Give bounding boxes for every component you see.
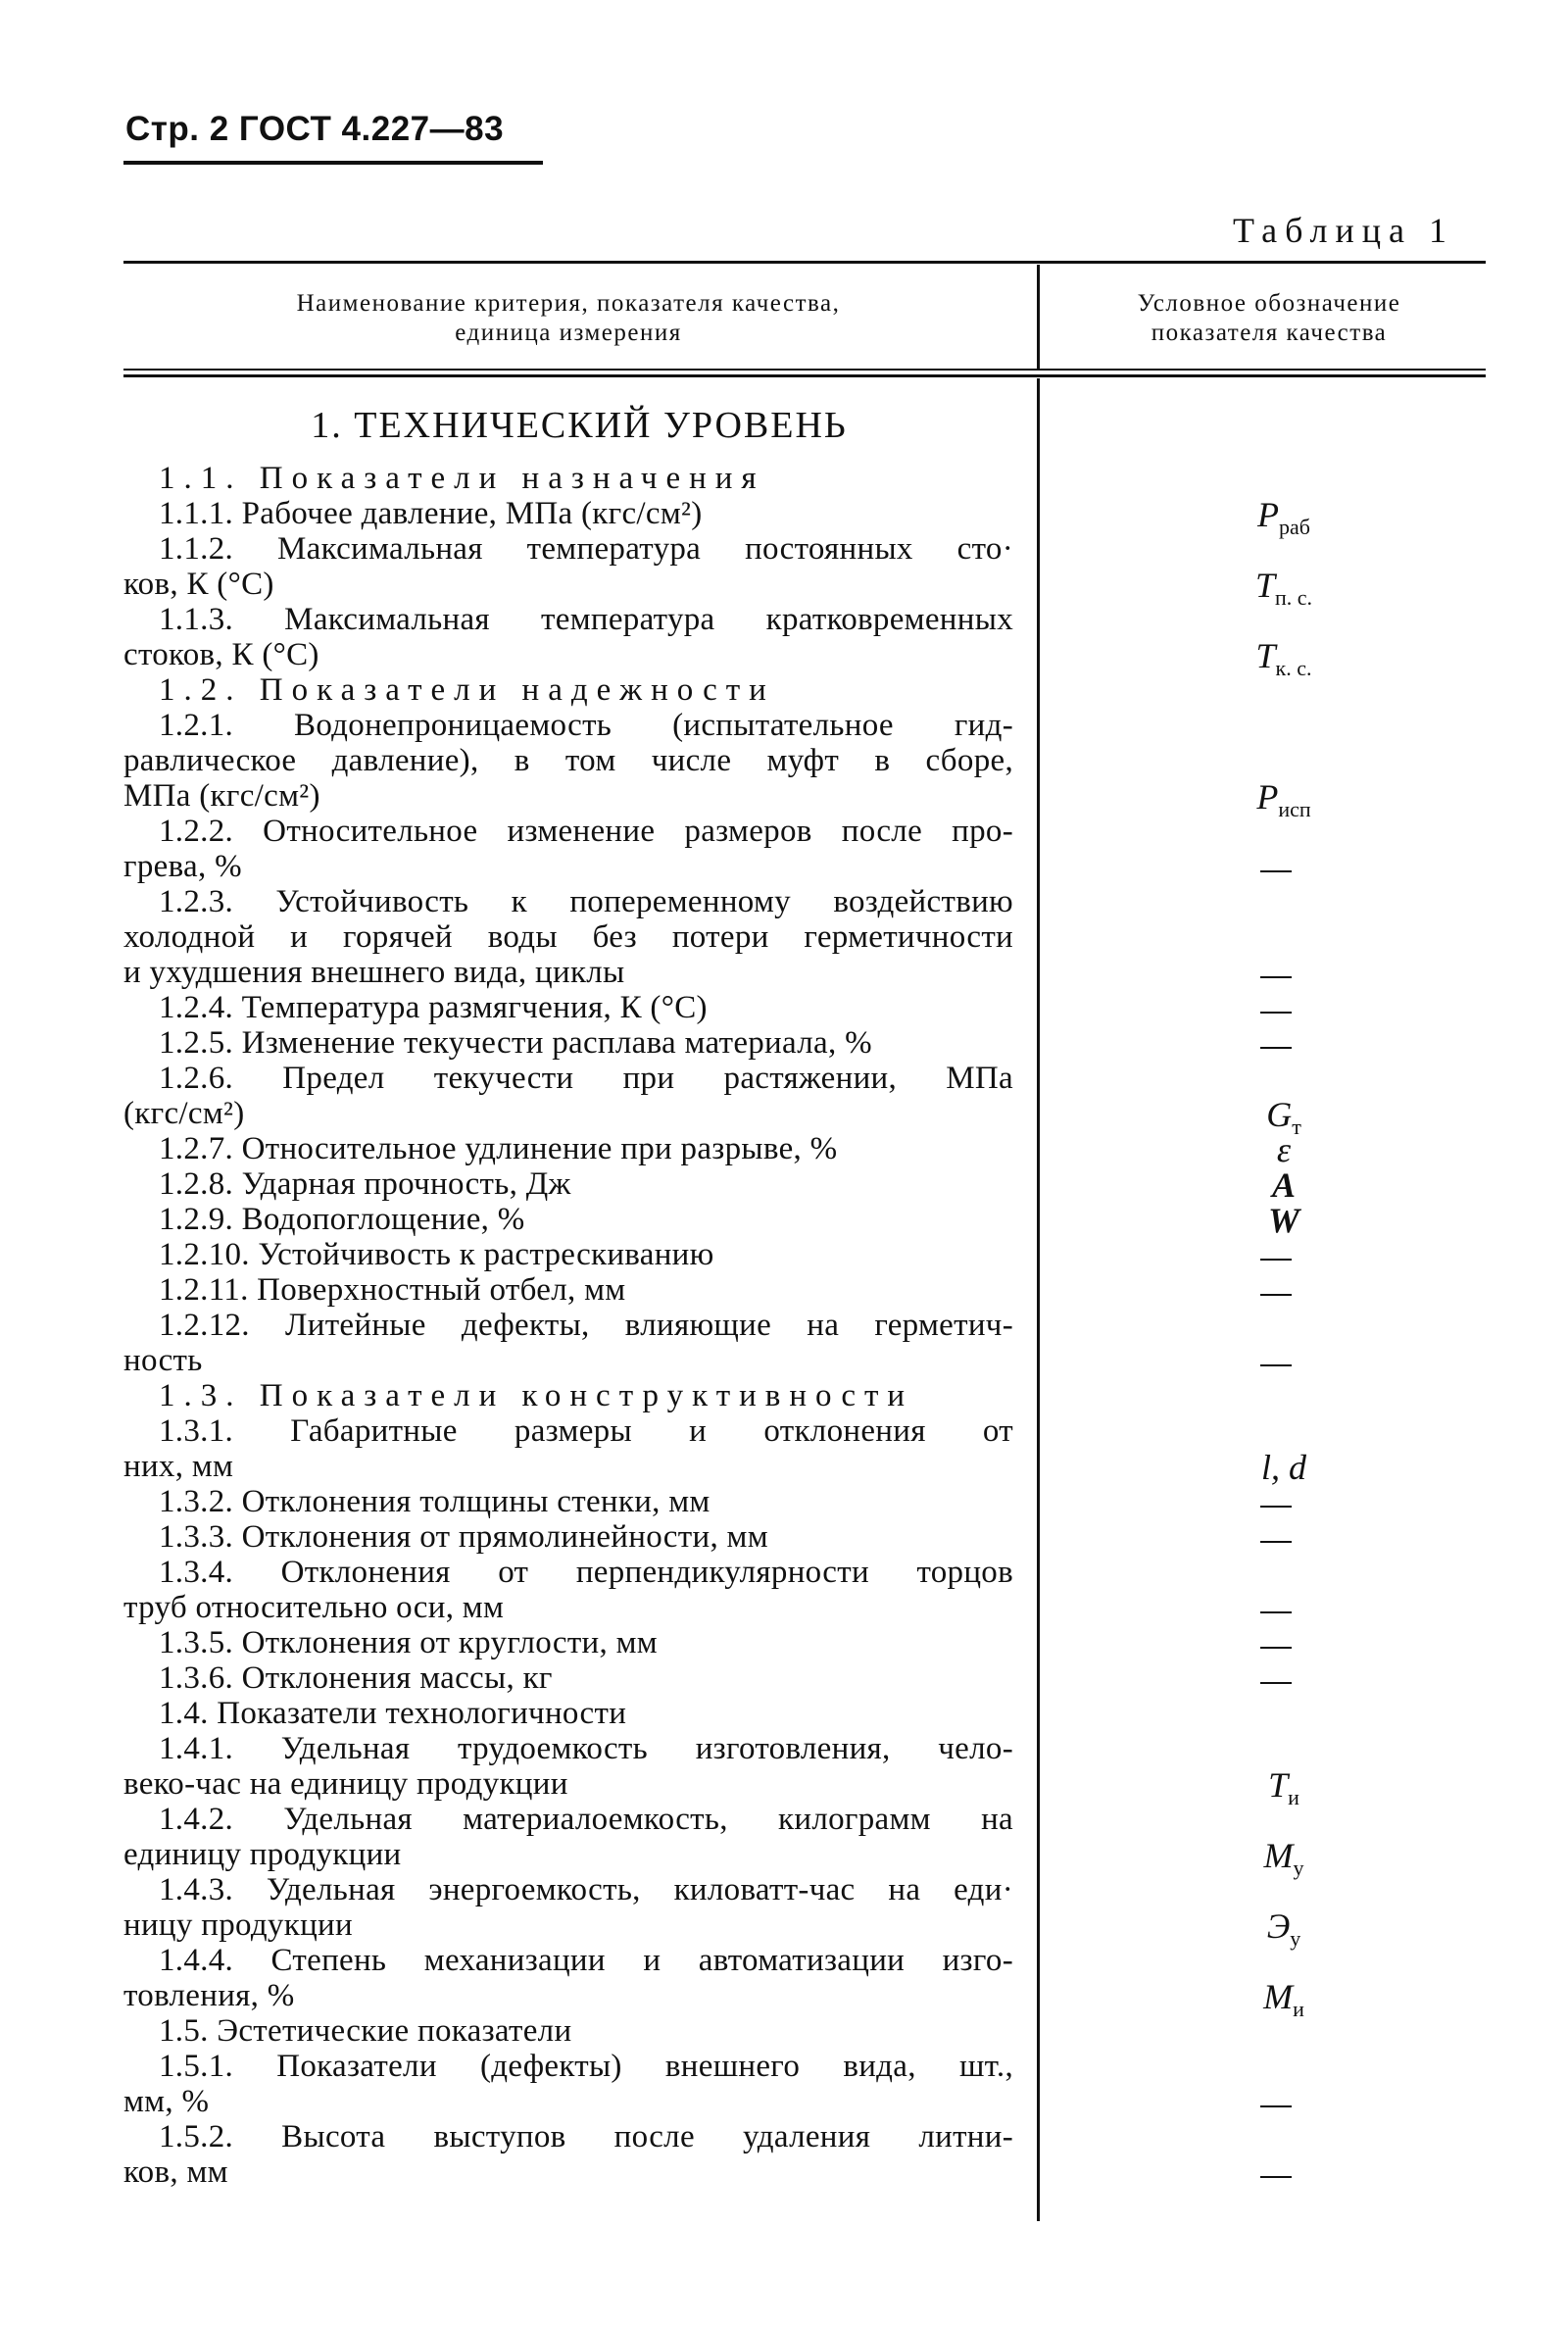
- table-row: [123, 1802, 1013, 1872]
- table-row: [123, 1237, 1013, 1272]
- header-bottom-rule-1: [123, 369, 1486, 371]
- column-header-criterion: [176, 289, 960, 348]
- quality-symbol: ε: [1276, 1130, 1292, 1169]
- column-header-criterion-line1: Наименование критерия, показателя качества,: [296, 290, 841, 317]
- row-text: ность: [123, 1343, 203, 1378]
- table-row: [123, 602, 1013, 672]
- row-text: 1.2.1. Водонепроницаемость (испытательное гид-: [159, 708, 1013, 743]
- row-text: 1.3.4. Отклонения от перпендикулярности торцов: [159, 1555, 1013, 1590]
- column-header-criterion-line2: единица измерения: [455, 320, 682, 346]
- row-text: 1.2.9. Водопоглощение, %: [159, 1202, 525, 1237]
- row-text: 1.3.5. Отклонения от круглости, мм: [159, 1625, 658, 1660]
- table-row: [123, 1413, 1013, 1484]
- table-row: [123, 1272, 1013, 1308]
- table-row: [123, 1061, 1013, 1131]
- table-row: [123, 814, 1013, 884]
- row-text: веко-час на единицу продукции: [123, 1766, 568, 1802]
- row-text: 1.3.3. Отклонения от прямолинейности, мм: [159, 1519, 768, 1555]
- quality-symbol: $T_{к. с.}$: [1255, 636, 1312, 681]
- symbol-dash: [1260, 976, 1292, 978]
- column-header-symbol-line2: показателя качества: [1151, 320, 1388, 346]
- table-row: [123, 2119, 1013, 2190]
- section-title: 1. ТЕХНИЧЕСКИЙ УРОВЕНЬ: [311, 405, 848, 446]
- symbol-dash: [1260, 1647, 1292, 1649]
- table-row: [123, 1872, 1013, 1943]
- row-text: грева, %: [123, 849, 242, 884]
- row-text: труб относительно оси, мм: [123, 1590, 505, 1625]
- row-text: 1.3.6. Отклонения массы, кг: [159, 1660, 553, 1696]
- table-row: [123, 1943, 1013, 2013]
- symbol-dash: [1260, 1047, 1292, 1049]
- table-row: [123, 2049, 1013, 2119]
- table-row: [123, 461, 1013, 496]
- symbol-dash: [1260, 1541, 1292, 1543]
- row-text: 1.1.3. Максимальная температура кратковременных: [159, 602, 1013, 637]
- row-text: мм, %: [123, 2084, 210, 2119]
- row-text: 1.4.3. Удельная энергоемкость, киловатт-час на еди·: [159, 1872, 1013, 1907]
- table-row: [123, 1519, 1013, 1555]
- table-row: [123, 990, 1013, 1025]
- quality-symbol: $T_и$: [1268, 1765, 1299, 1810]
- row-text: 1.4.1. Удельная трудоемкость изготовления, чело-: [159, 1731, 1013, 1766]
- row-text: 1.2.12. Литейные дефекты, влияющие на герметич-: [159, 1308, 1013, 1343]
- table-row: [123, 496, 1013, 531]
- row-text: 1.4.2. Удельная материалоемкость, килограмм на: [159, 1802, 1013, 1837]
- quality-symbol: $T_{п. с.}$: [1254, 566, 1313, 611]
- quality-symbol: $G_т$: [1266, 1095, 1301, 1140]
- symbol-dash: [1260, 1506, 1292, 1508]
- row-text: 1.2.3. Устойчивость к попеременному воздействию: [159, 884, 1013, 919]
- symbol-dash: [1260, 1364, 1292, 1366]
- table-row: [123, 672, 1013, 708]
- quality-symbol: $M_у$: [1263, 1836, 1304, 1881]
- row-text: (кгс/см²): [123, 1096, 245, 1131]
- row-text: 1.5.1. Показатели (дефекты) внешнего вида, шт.,: [159, 2049, 1013, 2084]
- header-rule: [123, 161, 543, 165]
- row-text: ницу продукции: [123, 1907, 353, 1943]
- table-row: [123, 708, 1013, 814]
- row-text: 1.3. Показатели конструктивности: [159, 1378, 914, 1413]
- column-header-symbol-line1: Условное обозначение: [1137, 290, 1401, 317]
- row-text: ков, К (°С): [123, 567, 274, 602]
- symbol-dash: [1260, 2176, 1292, 2178]
- table-row: [123, 2013, 1013, 2049]
- row-text: равлическое давление), в том числе муфт в сборе,: [123, 743, 1013, 778]
- quality-symbol: $M_и$: [1263, 1977, 1304, 2022]
- row-text: 1.3.2. Отклонения толщины стенки, мм: [159, 1484, 710, 1519]
- table-row: [123, 1625, 1013, 1660]
- row-text: холодной и горячей воды без потери герметичности: [123, 919, 1013, 955]
- row-text: 1.5.2. Высота выступов после удаления литни-: [159, 2119, 1013, 2154]
- row-text: 1.2. Показатели надежности: [159, 672, 775, 708]
- row-text: ков, мм: [123, 2154, 228, 2190]
- row-text: 1.2.11. Поверхностный отбел, мм: [159, 1272, 626, 1308]
- row-text: 1.5. Эстетические показатели: [159, 2013, 572, 2049]
- table-body: [123, 461, 1013, 2190]
- table-row: [123, 1308, 1013, 1378]
- row-text: 1.3.1. Габаритные размеры и отклонения от: [159, 1413, 1013, 1449]
- symbol-dash: [1260, 870, 1292, 872]
- table-row: [123, 1696, 1013, 1731]
- row-text: 1.2.2. Относительное изменение размеров после про-: [159, 814, 1013, 849]
- column-header-symbol: [1068, 289, 1470, 348]
- row-text: МПа (кгс/см²): [123, 778, 320, 814]
- quality-symbol: A: [1271, 1165, 1296, 1205]
- quality-symbol: l, d: [1260, 1448, 1306, 1487]
- table-row: [123, 1555, 1013, 1625]
- table-row: [123, 1731, 1013, 1802]
- column-divider-header: [1037, 265, 1040, 371]
- row-text: 1.2.5. Изменение текучести расплава материала, %: [159, 1025, 872, 1061]
- symbol-dash: [1260, 1682, 1292, 1684]
- row-text: них, мм: [123, 1449, 234, 1484]
- table-top-rule: [123, 261, 1486, 264]
- row-text: единицу продукции: [123, 1837, 402, 1872]
- symbol-dash: [1260, 1012, 1292, 1014]
- row-text: 1.1.1. Рабочее давление, МПа (кгс/см²): [159, 496, 703, 531]
- row-text: 1.2.10. Устойчивость к растрескиванию: [159, 1237, 714, 1272]
- table-row: [123, 1166, 1013, 1202]
- row-text: 1.2.8. Ударная прочность, Дж: [159, 1166, 571, 1202]
- row-text: 1.1. Показатели назначения: [159, 461, 765, 496]
- table-row: [123, 1025, 1013, 1061]
- quality-symbol: W: [1267, 1201, 1299, 1240]
- row-text: 1.2.6. Предел текучести при растяжении, МПа: [159, 1061, 1013, 1096]
- row-text: 1.4. Показатели технологичности: [159, 1696, 627, 1731]
- table-row: [123, 1484, 1013, 1519]
- table-row: [123, 1131, 1013, 1166]
- symbol-dash: [1260, 1611, 1292, 1613]
- column-divider-body: [1037, 378, 1040, 2221]
- table-row: [123, 531, 1013, 602]
- symbol-dash: [1260, 2105, 1292, 2107]
- symbol-dash: [1260, 1294, 1292, 1296]
- header-bottom-rule-2: [123, 374, 1486, 377]
- table-row: [123, 1202, 1013, 1237]
- symbol-dash: [1260, 1259, 1292, 1261]
- table-row: [123, 884, 1013, 990]
- row-text: и ухудшения внешнего вида, циклы: [123, 955, 625, 990]
- page-header: Стр. 2 ГОСТ 4.227—83: [125, 110, 505, 148]
- table-row: [123, 1378, 1013, 1413]
- quality-symbol: $P_{исп}$: [1256, 777, 1311, 822]
- row-text: 1.4.4. Степень механизации и автоматизации изго-: [159, 1943, 1013, 1978]
- row-text: 1.2.7. Относительное удлинение при разрыве, %: [159, 1131, 838, 1166]
- row-text: 1.2.4. Температура размягчения, К (°С): [159, 990, 708, 1025]
- table-row: [123, 1660, 1013, 1696]
- row-text: стоков, К (°С): [123, 637, 319, 672]
- row-text: 1.1.2. Максимальная температура постоянных сто·: [159, 531, 1013, 567]
- quality-symbol: $P_{раб}$: [1257, 495, 1310, 540]
- row-text: товления, %: [123, 1978, 295, 2013]
- table-label: Таблица 1: [1233, 211, 1454, 250]
- quality-symbol: $Э_у$: [1266, 1906, 1301, 1952]
